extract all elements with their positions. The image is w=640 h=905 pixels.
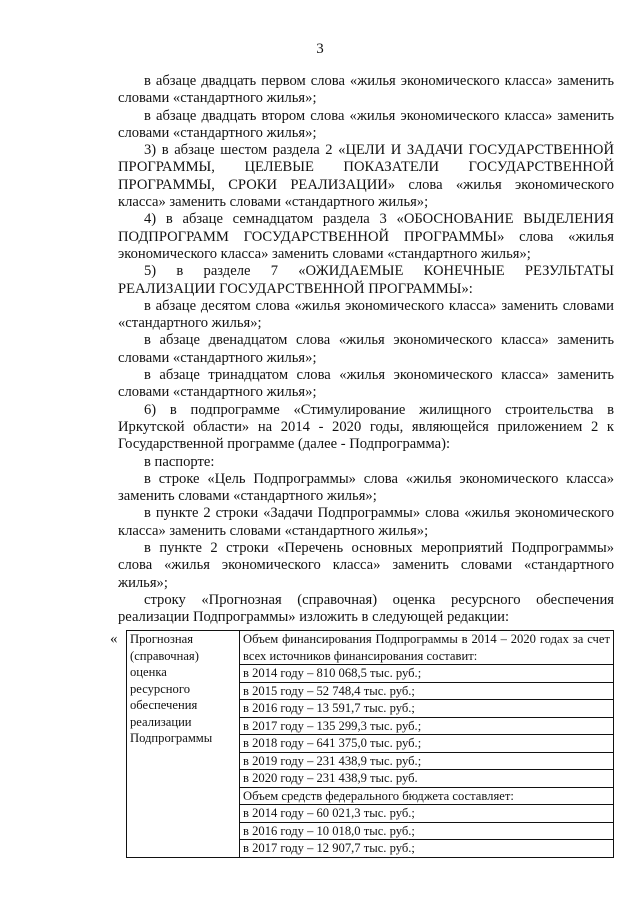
- paragraph-1: в абзаце двадцать первом слова «жилья экономического класса» заменить словами «стандартного жилья»;: [118, 73, 614, 107]
- paragraph-11: в строке «Цель Подпрограммы» слова «жилья экономического класса» заменить словами «стандартного жилья»;: [118, 470, 614, 505]
- paragraph-4: 4) в абзаце семнадцатом раздела 3 «ОБОСНОВАНИЕ ВЫДЕЛЕНИЯ ПОДПРОГРАММ ГОСУДАРСТВЕННОЙ ПРОГРАММЫ» слова «жилья экономического класса» заменить словами «стандартного жилья»;: [118, 211, 614, 262]
- total-year-line: в 2017 году – 135 299,3 тыс. руб.;: [240, 718, 613, 736]
- label-line: Прогнозная: [130, 632, 193, 646]
- document-body: [118, 73, 614, 627]
- total-year-line: в 2019 году – 231 438,9 тыс. руб.;: [240, 753, 613, 771]
- federal-year-line: в 2014 году – 60 021,3 тыс. руб.;: [240, 805, 613, 823]
- paragraph-13: в пункте 2 строки «Перечень основных мероприятий Подпрограммы» слова «жилья экономического класса» заменить словами «стандартного жилья»;: [118, 540, 614, 591]
- federal-year-line: в 2017 году – 12 907,7 тыс. руб.;: [243, 841, 415, 855]
- paragraph-12: в пункте 2 строки «Задачи Подпрограммы» слова «жилья экономического класса» заменить словами «стандартного жилья»;: [118, 505, 614, 539]
- label-line: обеспечения: [130, 698, 198, 712]
- label-line: оценка: [130, 665, 167, 679]
- paragraph-14: строку «Прогнозная (справочная) оценка ресурсного обеспечения реализации Подпрограммы» изложить в следующей редакции:: [118, 591, 614, 626]
- paragraph-8: в абзаце тринадцатом слова «жилья экономического класса» заменить словами «стандартного жилья»;: [118, 367, 614, 401]
- page-number: 3: [316, 41, 324, 57]
- paragraph-7: в абзаце двенадцатом слова «жилья экономического класса» заменить словами «стандартного жилья»;: [118, 332, 614, 366]
- resource-estimate-table: [126, 630, 614, 858]
- label-line: ресурсного: [130, 681, 190, 696]
- total-year-line: в 2015 году – 52 748,4 тыс. руб.;: [240, 683, 613, 701]
- label-line: Подпрограммы: [130, 731, 213, 745]
- total-year-line: в 2020 году – 231 438,9 тыс. руб.: [240, 770, 613, 788]
- federal-year-line: в 2016 году – 10 018,0 тыс. руб.;: [240, 823, 613, 841]
- paragraph-10: в паспорте:: [144, 453, 215, 470]
- total-year-line: в 2014 году – 810 068,5 тыс. руб.;: [240, 665, 613, 683]
- total-year-line: в 2016 году – 13 591,7 тыс. руб.;: [240, 700, 613, 718]
- paragraph-6: в абзаце десятом слова «жилья экономического класса» заменить словами «стандартного жилья»;: [118, 297, 614, 332]
- paragraph-3: 3) в абзаце шестом раздела 2 «ЦЕЛИ И ЗАДАЧИ ГОСУДАРСТВЕННОЙ ПРОГРАММЫ, ЦЕЛЕВЫЕ ПОКАЗАТЕЛИ ГОСУДАРСТВЕННОЙ ПРОГРАММЫ, СРОКИ РЕАЛИЗАЦИИ» слова «жилья экономического класса» заменить словами «стандартного жилья»;: [118, 142, 614, 211]
- federal-heading: Объем средств федерального бюджета составляет:: [240, 788, 613, 806]
- paragraph-2: в абзаце двадцать втором слова «жилья экономического класса» заменить словами «стандартного жилья»;: [118, 107, 614, 141]
- paragraph-9: 6) в подпрограмме «Стимулирование жилищного строительства в Иркутской области» на 2014 - 2020 годы, являющейся приложением 2 к Государственной программе (далее - Подпрограмма):: [118, 401, 614, 453]
- label-line: реализации: [130, 714, 192, 729]
- paragraph-5: 5) в разделе 7 «ОЖИДАЕМЫЕ КОНЕЧНЫЕ РЕЗУЛЬТАТЫ РЕАЛИЗАЦИИ ГОСУДАРСТВЕННОЙ ПРОГРАММЫ»:: [118, 263, 614, 297]
- row-label-cell: [127, 631, 240, 858]
- funding-intro: Объем финансирования Подпрограммы в 2014 – 2020 годах за счет всех источников финансирования составит:: [240, 631, 613, 665]
- opening-quote-mark: «: [110, 631, 118, 647]
- label-line: (справочная): [130, 648, 199, 663]
- total-year-line: в 2018 году – 641 375,0 тыс. руб.;: [240, 735, 613, 753]
- row-value-cell: [240, 631, 614, 858]
- table-row: [127, 631, 614, 858]
